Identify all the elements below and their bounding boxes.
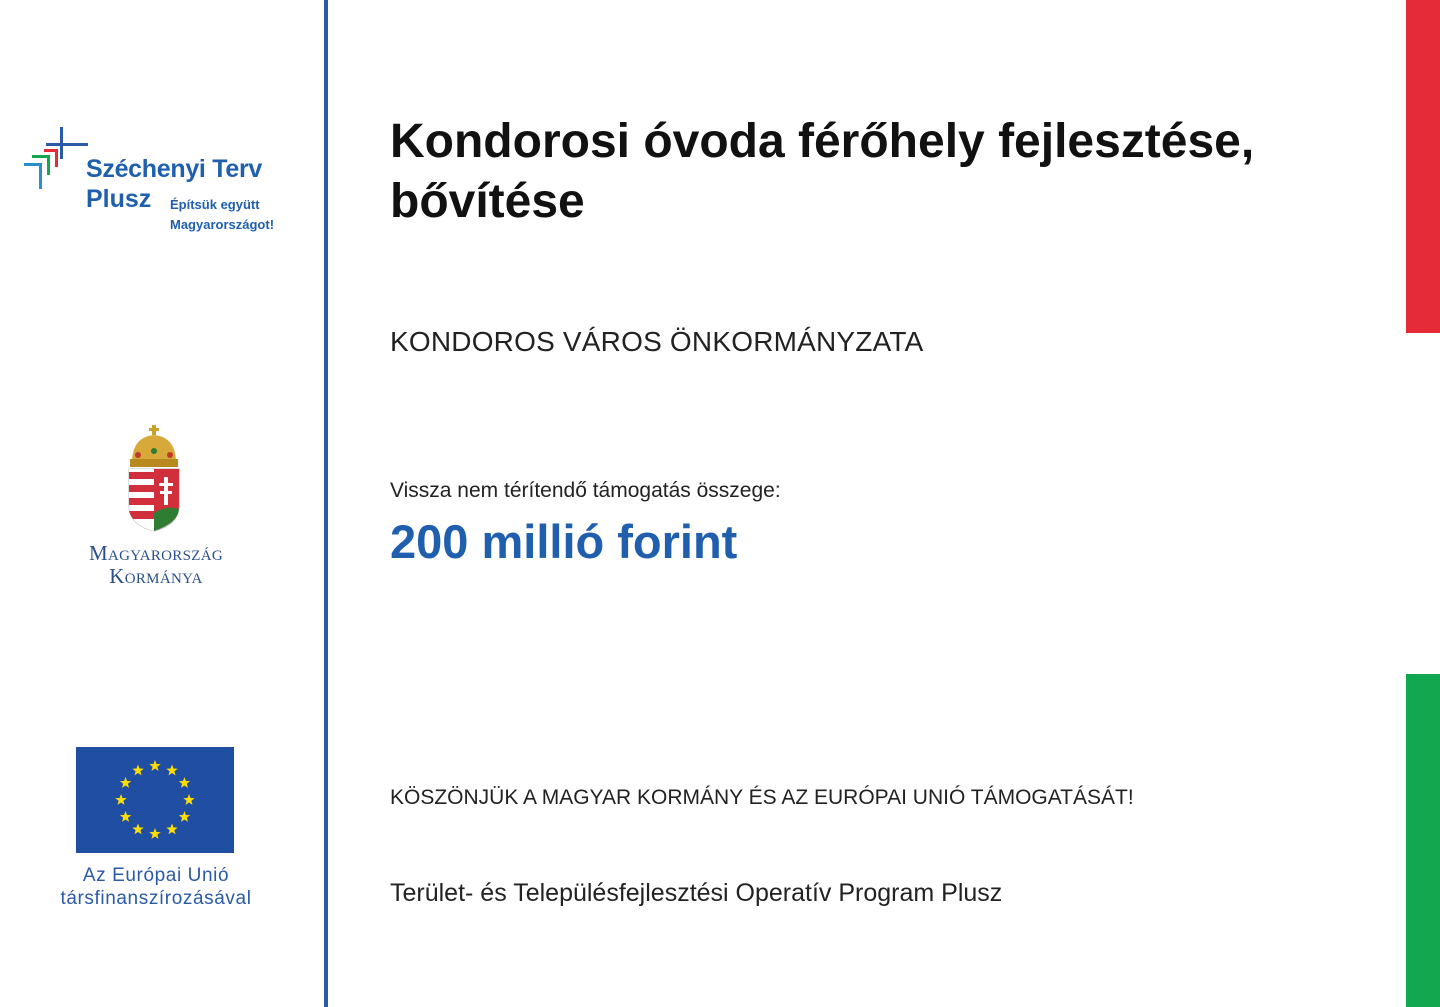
grant-amount-label: Vissza nem térítendő támogatás összege:: [390, 479, 781, 502]
eu-text-line1: Az Európai Unió: [82, 865, 230, 886]
eu-flag-icon: [76, 747, 234, 853]
project-title: Kondorosi óvoda férőhely fejlesztése, bővítése: [390, 115, 1255, 228]
beneficiary-name: KONDOROS VÁROS ÖNKORMÁNYZATA: [390, 326, 924, 357]
government-name-line2: Kormánya: [109, 564, 203, 588]
grant-amount: 200 millió forint: [390, 515, 738, 568]
program-name: Terület- és Településfejlesztési Operatív Program Plusz: [390, 879, 1003, 907]
government-name-line1: Magyarország: [89, 541, 223, 565]
government-name: [40, 542, 272, 588]
szechenyi-slogan-line2: Magyarországot!: [170, 217, 275, 232]
thanks-statement: KÖSZÖNJÜK A MAGYAR KORMÁNY ÉS AZ EURÓPAI UNIÓ TÁMOGATÁSÁT!: [390, 786, 1134, 809]
szechenyi-title: Széchenyi Terv: [86, 155, 262, 183]
eu-text-line2: társfinanszírozásával: [60, 888, 252, 909]
logo-sidebar: [0, 0, 326, 1007]
government-logo: [40, 425, 272, 595]
vertical-divider: [324, 0, 328, 1007]
szechenyi-slogan-line1: Építsük együtt: [170, 197, 260, 212]
eu-cofinancing-text: [40, 864, 272, 910]
eu-logo: [40, 747, 272, 917]
szechenyi-terv-plusz-logo: [22, 125, 302, 240]
szechenyi-cross-icon: [22, 125, 88, 191]
flag-stripe-green: [1406, 674, 1440, 1007]
szechenyi-plus: Plusz: [86, 185, 152, 213]
flag-stripe-red: [1406, 0, 1440, 333]
szechenyi-slogan: [170, 195, 274, 235]
hungarian-coat-of-arms-icon: [126, 425, 182, 533]
